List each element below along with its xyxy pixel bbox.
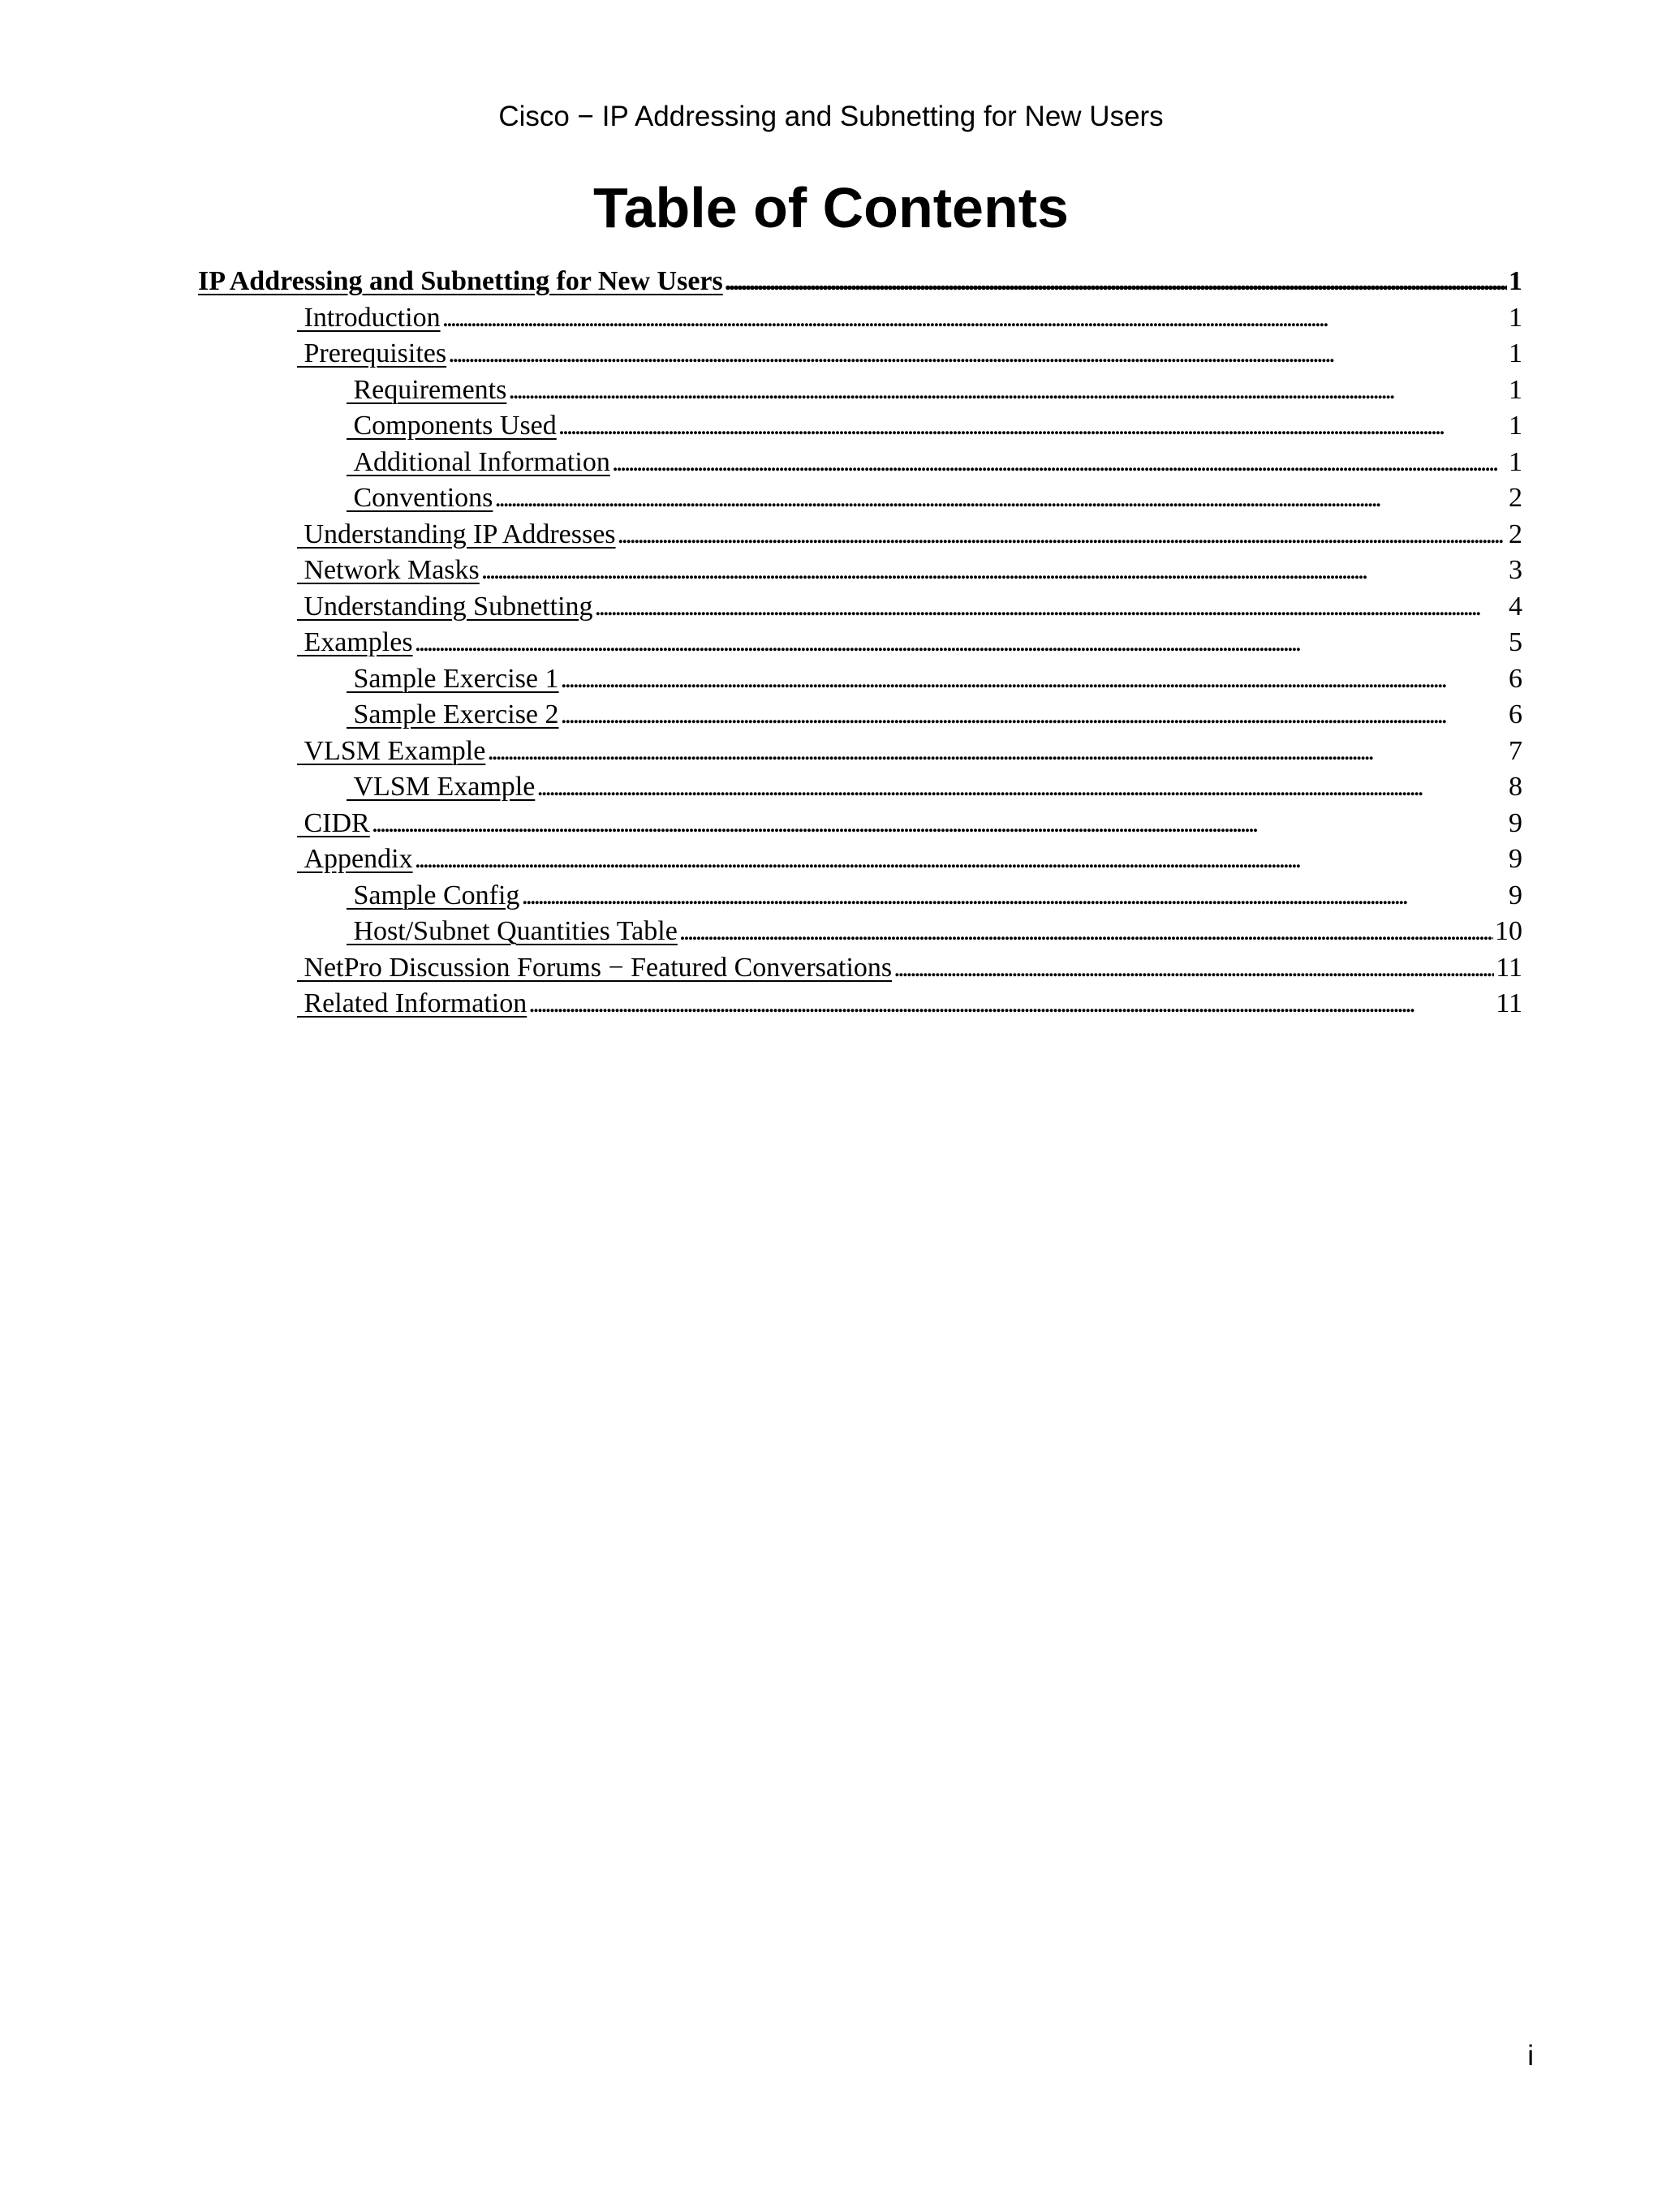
dot-leader bbox=[618, 517, 1507, 553]
dot-leader bbox=[679, 914, 1493, 950]
toc-entry bbox=[198, 300, 1522, 337]
toc-entry bbox=[198, 408, 1522, 445]
toc-link[interactable]: Additional Information bbox=[353, 446, 610, 477]
toc-link[interactable]: Host/Subnet Quantities Table bbox=[353, 916, 678, 946]
toc-page-number: 1 bbox=[1509, 302, 1522, 333]
dot-leader bbox=[595, 589, 1507, 626]
toc-entry bbox=[198, 806, 1522, 842]
toc-page-number: 8 bbox=[1509, 772, 1522, 802]
toc-link[interactable]: VLSM Example bbox=[353, 772, 536, 802]
toc-entry bbox=[198, 697, 1522, 734]
toc-entry bbox=[198, 589, 1522, 626]
page-title: Table of Contents bbox=[593, 176, 1069, 239]
dot-leader bbox=[415, 841, 1507, 878]
toc-page-number: 9 bbox=[1509, 844, 1522, 874]
toc-entry bbox=[198, 517, 1522, 553]
dot-leader bbox=[415, 625, 1507, 661]
toc-page-number: 3 bbox=[1509, 555, 1522, 585]
toc-link[interactable]: Requirements bbox=[353, 374, 507, 405]
toc-link[interactable]: Understanding Subnetting bbox=[304, 591, 593, 622]
toc-link[interactable]: Related Information bbox=[304, 988, 527, 1018]
toc-page-number: 4 bbox=[1509, 591, 1522, 622]
toc-page-number: 2 bbox=[1509, 519, 1522, 549]
dot-leader bbox=[494, 480, 1507, 517]
toc-entry bbox=[198, 336, 1522, 372]
toc-page-number: 9 bbox=[1509, 807, 1522, 838]
toc-link[interactable]: NetPro Discussion Forums − Featured Conversations bbox=[304, 952, 893, 983]
toc-entry bbox=[198, 986, 1522, 1022]
toc-entry bbox=[198, 264, 1522, 300]
toc-link[interactable]: Introduction bbox=[304, 302, 441, 333]
toc-page-number: 1 bbox=[1509, 411, 1522, 441]
dot-leader bbox=[725, 264, 1507, 300]
dot-leader bbox=[487, 734, 1507, 770]
dot-leader bbox=[481, 553, 1507, 589]
toc-page-number: 11 bbox=[1496, 952, 1522, 983]
dot-leader bbox=[521, 878, 1507, 914]
toc-page-number: 1 bbox=[1509, 338, 1522, 368]
toc-link[interactable]: Appendix bbox=[304, 844, 413, 874]
dot-leader bbox=[612, 445, 1507, 481]
dot-leader bbox=[372, 806, 1507, 842]
toc-entry bbox=[198, 914, 1522, 950]
toc-page-number: 1 bbox=[1509, 374, 1522, 405]
toc-link[interactable]: Sample Exercise 1 bbox=[353, 663, 559, 694]
dot-leader bbox=[442, 300, 1507, 337]
dot-leader bbox=[561, 661, 1507, 698]
running-header: Cisco − IP Addressing and Subnetting for New Users bbox=[498, 101, 1164, 132]
toc-entry bbox=[198, 734, 1522, 770]
table-of-contents bbox=[198, 264, 1522, 1022]
toc-page-number: 10 bbox=[1495, 916, 1522, 946]
toc-entry bbox=[198, 661, 1522, 698]
toc-entry bbox=[198, 625, 1522, 661]
toc-link[interactable]: Understanding IP Addresses bbox=[304, 519, 616, 549]
toc-entry bbox=[198, 841, 1522, 878]
toc-entry bbox=[198, 372, 1522, 409]
dot-leader bbox=[528, 986, 1494, 1022]
dot-leader bbox=[893, 950, 1494, 987]
toc-page-number: 1 bbox=[1509, 446, 1522, 477]
toc-page-number: 7 bbox=[1509, 735, 1522, 766]
dot-leader bbox=[448, 336, 1507, 372]
toc-page-number: 6 bbox=[1509, 663, 1522, 694]
dot-leader bbox=[536, 769, 1507, 806]
toc-page-number: 9 bbox=[1509, 880, 1522, 910]
toc-link[interactable]: CIDR bbox=[304, 807, 370, 838]
toc-entry bbox=[198, 950, 1522, 987]
toc-link[interactable]: Conventions bbox=[353, 483, 493, 513]
toc-page-number: 1 bbox=[1509, 266, 1522, 296]
toc-link[interactable]: Prerequisites bbox=[304, 338, 447, 368]
toc-link[interactable]: Components Used bbox=[353, 411, 557, 441]
toc-link[interactable]: Sample Exercise 2 bbox=[353, 699, 559, 729]
toc-entry bbox=[198, 769, 1522, 806]
toc-entry bbox=[198, 480, 1522, 517]
dot-leader bbox=[558, 408, 1507, 445]
toc-link[interactable]: Examples bbox=[304, 627, 413, 657]
toc-entry bbox=[198, 553, 1522, 589]
toc-page-number: 2 bbox=[1509, 483, 1522, 513]
toc-entry bbox=[198, 878, 1522, 914]
toc-page-number: 11 bbox=[1496, 988, 1522, 1018]
page-number: i bbox=[1527, 2040, 1534, 2072]
toc-entry bbox=[198, 445, 1522, 481]
toc-link[interactable]: VLSM Example bbox=[304, 735, 486, 766]
toc-link[interactable]: Network Masks bbox=[304, 555, 480, 585]
toc-link[interactable]: IP Addressing and Subnetting for New Users bbox=[198, 266, 723, 296]
toc-link[interactable]: Sample Config bbox=[353, 880, 520, 910]
dot-leader bbox=[508, 372, 1507, 409]
toc-page-number: 5 bbox=[1509, 627, 1522, 657]
dot-leader bbox=[561, 697, 1507, 734]
toc-page-number: 6 bbox=[1509, 699, 1522, 729]
